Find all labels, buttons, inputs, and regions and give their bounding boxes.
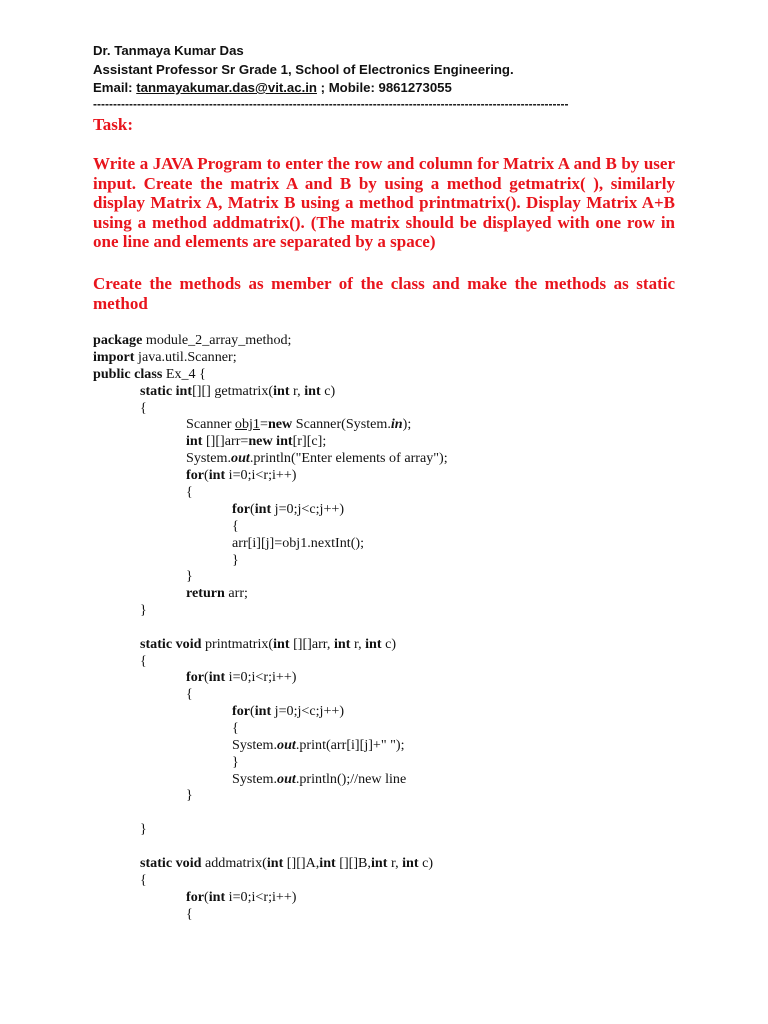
code-keyword: public class bbox=[93, 366, 163, 382]
code-keyword: new bbox=[267, 416, 293, 432]
code-text: in bbox=[390, 416, 403, 432]
code-text: ( bbox=[204, 889, 209, 905]
code-text: [][]arr, bbox=[289, 636, 334, 652]
code-line bbox=[232, 518, 239, 535]
code-line bbox=[140, 821, 147, 838]
code-text: { bbox=[186, 686, 193, 702]
author-position: Assistant Professor Sr Grade 1, School of Electronics Engineering. bbox=[93, 62, 514, 77]
code-line bbox=[186, 416, 411, 433]
code-text: out bbox=[231, 450, 250, 466]
code-text: .print(arr[i][j]+" "); bbox=[295, 737, 405, 753]
code-line bbox=[186, 889, 297, 906]
code-keyword: for bbox=[232, 501, 250, 517]
code-keyword: int bbox=[402, 855, 419, 871]
task-heading: Task: bbox=[93, 115, 134, 134]
code-text: = bbox=[259, 416, 268, 432]
code-line bbox=[186, 467, 297, 484]
code-keyword: int bbox=[319, 855, 336, 871]
code-keyword: int bbox=[254, 703, 272, 719]
code-text: module_2_array_method; bbox=[142, 332, 292, 348]
code-text: r, bbox=[350, 636, 366, 652]
code-line bbox=[232, 501, 344, 518]
contact-line bbox=[93, 79, 452, 97]
code-keyword: int bbox=[273, 383, 290, 399]
code-text: System. bbox=[186, 450, 232, 466]
email-label: Email: bbox=[93, 80, 137, 95]
code-text: ); bbox=[402, 416, 412, 432]
code-text: .println("Enter elements of array"); bbox=[249, 450, 448, 466]
code-text: r, bbox=[387, 855, 403, 871]
code-text: ( bbox=[204, 467, 209, 483]
code-keyword: static void bbox=[140, 636, 202, 652]
code-line bbox=[186, 433, 326, 450]
code-keyword: static int bbox=[140, 383, 193, 399]
code-line bbox=[232, 771, 406, 788]
code-text: [][] getmatrix( bbox=[192, 383, 274, 399]
code-text: r, bbox=[289, 383, 305, 399]
code-line bbox=[186, 568, 193, 585]
code-keyword: int bbox=[254, 501, 272, 517]
code-keyword: for bbox=[232, 703, 250, 719]
code-keyword: int bbox=[276, 433, 293, 449]
code-line bbox=[140, 636, 396, 653]
code-line bbox=[140, 653, 147, 670]
code-keyword: new bbox=[248, 433, 273, 449]
code-text: out bbox=[277, 771, 296, 787]
code-line bbox=[186, 585, 248, 602]
code-line bbox=[140, 383, 335, 400]
code-keyword: int bbox=[365, 636, 382, 652]
code-line bbox=[232, 535, 364, 552]
code-keyword: return bbox=[186, 585, 225, 601]
code-text: ( bbox=[250, 703, 255, 719]
separator-line: ----------------------------------------------------------------------------------------------------------------------- bbox=[93, 97, 569, 111]
code-keyword: import bbox=[93, 349, 135, 365]
code-line bbox=[186, 906, 193, 923]
code-text: { bbox=[186, 906, 193, 922]
code-text: { bbox=[140, 400, 147, 416]
code-line bbox=[232, 754, 239, 771]
code-line bbox=[140, 872, 147, 889]
code-text: } bbox=[140, 602, 147, 618]
code-line bbox=[140, 400, 147, 417]
code-text: obj1 bbox=[234, 416, 260, 432]
code-text: System. bbox=[232, 771, 278, 787]
code-keyword: int bbox=[266, 855, 284, 871]
code-text: out bbox=[277, 737, 296, 753]
task-instruction: Create the methods as member of the class and make the methods as static method bbox=[93, 274, 675, 313]
code-line bbox=[232, 720, 239, 737]
code-line bbox=[186, 787, 193, 804]
code-keyword: int bbox=[186, 433, 203, 449]
code-text: } bbox=[232, 754, 239, 770]
code-text: Scanner(System. bbox=[292, 416, 391, 432]
code-text: [][]arr= bbox=[202, 433, 249, 449]
code-line bbox=[232, 703, 344, 720]
code-keyword: for bbox=[186, 467, 204, 483]
code-keyword: int bbox=[273, 636, 290, 652]
code-text: c) bbox=[381, 636, 397, 652]
code-text: arr; bbox=[224, 585, 248, 601]
code-text: { bbox=[140, 653, 147, 669]
code-text: } bbox=[232, 552, 239, 568]
code-line bbox=[186, 686, 193, 703]
task-description: Write a JAVA Program to enter the row and column for Matrix A and B by user input. Create the matrix A and B by using a method getmatrix( ), similarly display Matrix A, Matrix B using a method printmatrix(). Display Matrix A+B using a method addmatrix(). (The matrix should be displayed with one row in one line and elements are separated by a space) bbox=[93, 154, 675, 252]
code-text: ( bbox=[250, 501, 255, 517]
code-text: j=0;j<c;j++) bbox=[271, 703, 345, 719]
code-keyword: int bbox=[208, 467, 226, 483]
code-text: c) bbox=[320, 383, 336, 399]
code-text: printmatrix( bbox=[201, 636, 274, 652]
code-text: i=0;i<r;i++) bbox=[225, 889, 297, 905]
code-keyword: int bbox=[208, 669, 226, 685]
code-text: addmatrix( bbox=[201, 855, 267, 871]
code-keyword: int bbox=[333, 636, 351, 652]
code-line bbox=[232, 737, 405, 754]
code-text: arr[i][j]=obj1.nextInt(); bbox=[232, 535, 364, 551]
code-text: System. bbox=[232, 737, 278, 753]
code-keyword: int bbox=[370, 855, 388, 871]
code-line bbox=[186, 484, 193, 501]
code-text: java.util.Scanner; bbox=[134, 349, 237, 365]
code-text: { bbox=[232, 720, 239, 736]
code-text: ( bbox=[204, 669, 209, 685]
code-text: { bbox=[140, 872, 147, 888]
mobile-text: ; Mobile: 9861273055 bbox=[316, 80, 452, 95]
code-line bbox=[186, 669, 297, 686]
code-text: [r][c]; bbox=[292, 433, 327, 449]
code-text: { bbox=[186, 484, 193, 500]
code-line bbox=[140, 855, 433, 872]
author-name: Dr. Tanmaya Kumar Das bbox=[93, 43, 244, 58]
code-text: i=0;i<r;i++) bbox=[225, 467, 297, 483]
code-line bbox=[140, 602, 147, 619]
code-keyword: for bbox=[186, 889, 204, 905]
code-text: { bbox=[232, 518, 239, 534]
code-text: [][]B, bbox=[335, 855, 371, 871]
code-line bbox=[232, 552, 239, 569]
code-text: Ex_4 { bbox=[162, 366, 206, 382]
code-text: c) bbox=[418, 855, 434, 871]
code-keyword: package bbox=[93, 332, 143, 348]
code-text: } bbox=[186, 568, 193, 584]
code-text: .println();//new line bbox=[295, 771, 407, 787]
code-keyword: int bbox=[208, 889, 226, 905]
code-keyword: static void bbox=[140, 855, 202, 871]
code-text: } bbox=[186, 787, 193, 803]
code-line bbox=[93, 332, 291, 349]
code-keyword: for bbox=[186, 669, 204, 685]
code-text: } bbox=[140, 821, 147, 837]
code-line bbox=[93, 349, 237, 366]
code-text: j=0;j<c;j++) bbox=[271, 501, 345, 517]
code-text: [][]A, bbox=[283, 855, 320, 871]
code-text: i=0;i<r;i++) bbox=[225, 669, 297, 685]
code-line bbox=[93, 366, 206, 383]
email-link[interactable]: tanmayakumar.das@vit.ac.in bbox=[136, 80, 317, 95]
code-keyword: int bbox=[304, 383, 321, 399]
code-line bbox=[186, 450, 448, 467]
code-text: Scanner bbox=[186, 416, 235, 432]
